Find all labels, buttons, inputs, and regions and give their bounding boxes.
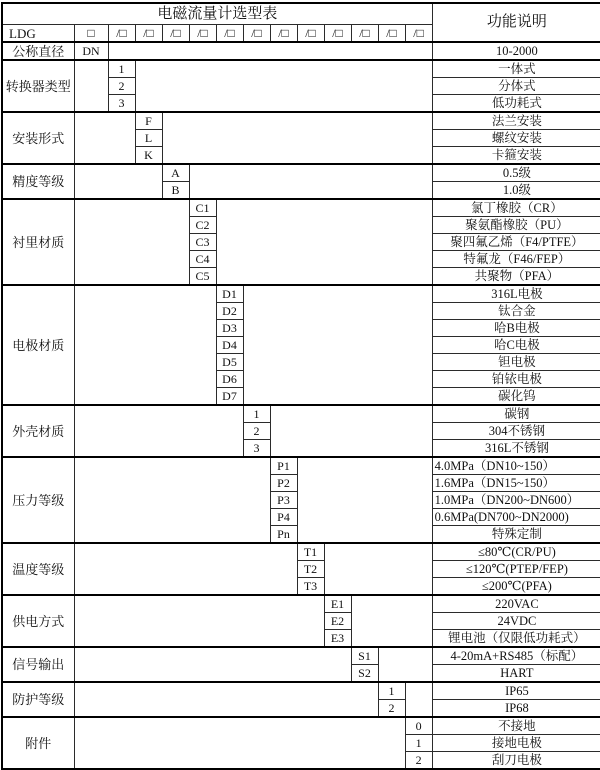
option-desc: 钛合金 [432, 303, 600, 320]
option-code: C2 [189, 217, 216, 234]
option-desc: 1.0级 [432, 182, 600, 200]
model-code-box: □ [74, 25, 108, 43]
model-code-slot: /□ [351, 25, 378, 43]
option-desc: IP65 [432, 682, 600, 700]
option-code: D5 [216, 354, 243, 371]
table-row [2, 199, 600, 217]
table-row [2, 405, 600, 423]
option-code: E3 [324, 630, 351, 648]
table-row [2, 112, 600, 130]
group-label-housing-material: 外壳材质 [2, 405, 74, 457]
option-desc: 一体式 [432, 60, 600, 78]
option-desc: IP68 [432, 700, 600, 718]
option-desc: 特氟龙（F46/FEP） [432, 251, 600, 268]
option-code: P3 [270, 492, 297, 509]
model-code-slot: /□ [108, 25, 135, 43]
empty-cell [108, 42, 432, 60]
table-row [2, 647, 600, 665]
table-row [2, 595, 600, 613]
empty-cell [74, 405, 243, 457]
option-desc: 低功耗式 [432, 95, 600, 113]
table-row [2, 285, 600, 303]
empty-cell [216, 199, 432, 285]
empty-cell [74, 285, 216, 405]
option-desc: 不接地 [432, 717, 600, 735]
option-desc: 螺纹安装 [432, 130, 600, 147]
option-desc: HART [432, 665, 600, 683]
option-desc: 1.0MPa（DN200~DN600） [432, 492, 600, 509]
option-desc: 分体式 [432, 78, 600, 95]
option-code: E1 [324, 595, 351, 613]
option-code: 3 [108, 95, 135, 113]
table-row [2, 3, 600, 25]
option-code: P2 [270, 475, 297, 492]
option-code: T1 [297, 543, 324, 561]
option-code: T2 [297, 561, 324, 578]
function-description-header: 功能说明 [432, 3, 600, 42]
option-desc: 316L电极 [432, 285, 600, 303]
option-code: C1 [189, 199, 216, 217]
option-code: P1 [270, 457, 297, 475]
option-code: T3 [297, 578, 324, 596]
option-code: L [135, 130, 162, 147]
empty-cell [74, 647, 351, 682]
option-desc: 碳化钨 [432, 388, 600, 406]
option-code: C5 [189, 268, 216, 286]
option-desc: 哈C电极 [432, 337, 600, 354]
model-code-slot: /□ [216, 25, 243, 43]
option-desc: 304不锈钢 [432, 423, 600, 440]
model-code-slot: /□ [243, 25, 270, 43]
model-code-slot: /□ [297, 25, 324, 43]
empty-cell [243, 285, 432, 405]
group-label-accessories: 附件 [2, 717, 74, 769]
option-desc: ≤120℃(PTEP/FEP) [432, 561, 600, 578]
option-code: B [162, 182, 189, 200]
table-row [2, 164, 600, 182]
empty-cell [74, 682, 378, 717]
empty-cell [351, 595, 432, 647]
option-code: 1 [243, 405, 270, 423]
empty-cell [74, 457, 270, 543]
empty-cell [74, 112, 135, 164]
option-desc: 刮刀电极 [432, 752, 600, 770]
empty-cell [74, 543, 297, 595]
group-label-installation: 安装形式 [2, 112, 74, 164]
model-code-slot: /□ [405, 25, 432, 43]
empty-cell [297, 457, 432, 543]
option-desc: 聚氨酯橡胶（PU） [432, 217, 600, 234]
empty-cell [378, 647, 432, 682]
empty-cell [405, 682, 432, 717]
option-desc: 聚四氟乙烯（F4/PTFE） [432, 234, 600, 251]
option-code: DN [74, 42, 108, 60]
option-desc: 接地电极 [432, 735, 600, 752]
option-code: F [135, 112, 162, 130]
option-desc: 卡箍安装 [432, 147, 600, 165]
option-desc: 碳钢 [432, 405, 600, 423]
table-row [2, 717, 600, 735]
option-code: 1 [405, 735, 432, 752]
option-desc: 220VAC [432, 595, 600, 613]
model-code-slot: /□ [378, 25, 405, 43]
option-desc: 哈B电极 [432, 320, 600, 337]
option-desc: 316L不锈钢 [432, 440, 600, 458]
empty-cell [135, 60, 432, 112]
option-code: D7 [216, 388, 243, 406]
option-code: S1 [351, 647, 378, 665]
option-code: K [135, 147, 162, 165]
option-code: 1 [378, 682, 405, 700]
group-label-converter-type: 转换器类型 [2, 60, 74, 112]
table-row [2, 457, 600, 475]
group-label-temperature-rating: 温度等级 [2, 543, 74, 595]
model-code-slot: /□ [324, 25, 351, 43]
option-desc: 4-20mA+RS485（标配） [432, 647, 600, 665]
option-desc: 10-2000 [432, 42, 600, 60]
option-code: A [162, 164, 189, 182]
option-desc: 铂铱电极 [432, 371, 600, 388]
option-code: E2 [324, 613, 351, 630]
table-row [2, 60, 600, 78]
model-prefix-label: LDG [2, 25, 74, 43]
empty-cell [74, 164, 162, 199]
option-desc: 共聚物（PFA） [432, 268, 600, 286]
empty-cell [74, 595, 324, 647]
option-code: D4 [216, 337, 243, 354]
group-label-power-supply: 供电方式 [2, 595, 74, 647]
empty-cell [324, 543, 432, 595]
option-code: 1 [108, 60, 135, 78]
option-desc: 0.5级 [432, 164, 600, 182]
selection-table [1, 2, 600, 770]
option-desc: 24VDC [432, 613, 600, 630]
option-code: S2 [351, 665, 378, 683]
group-label-nominal-diameter: 公称直径 [2, 42, 74, 60]
empty-cell [189, 164, 432, 199]
option-desc: 锂电池（仅限低功耗式） [432, 630, 600, 648]
option-code: C4 [189, 251, 216, 268]
option-desc: ≤80℃(CR/PU) [432, 543, 600, 561]
model-code-slot: /□ [189, 25, 216, 43]
option-code: 3 [243, 440, 270, 458]
option-code: 0 [405, 717, 432, 735]
option-code: Pn [270, 526, 297, 544]
table-title: 电磁流量计选型表 [2, 3, 432, 25]
table-row [2, 42, 600, 60]
option-desc: ≤200℃(PFA) [432, 578, 600, 596]
empty-cell [162, 112, 432, 164]
option-desc: 1.6MPa（DN15~150） [432, 475, 600, 492]
group-label-signal-output: 信号输出 [2, 647, 74, 682]
option-code: D2 [216, 303, 243, 320]
group-label-protection-rating: 防护等级 [2, 682, 74, 717]
option-code: D6 [216, 371, 243, 388]
empty-cell [74, 60, 108, 112]
group-label-liner-material: 衬里材质 [2, 199, 74, 285]
option-desc: 钽电极 [432, 354, 600, 371]
table-row [2, 543, 600, 561]
table-row [2, 682, 600, 700]
empty-cell [74, 199, 189, 285]
option-code: D3 [216, 320, 243, 337]
option-desc: 法兰安装 [432, 112, 600, 130]
empty-cell [270, 405, 432, 457]
option-code: 2 [378, 700, 405, 718]
option-code: P4 [270, 509, 297, 526]
empty-cell [74, 717, 405, 769]
option-desc: 特殊定制 [432, 526, 600, 544]
option-code: 2 [243, 423, 270, 440]
model-code-slot: /□ [270, 25, 297, 43]
option-desc: 0.6MPa(DN700~DN2000) [432, 509, 600, 526]
model-code-slot: /□ [135, 25, 162, 43]
option-code: D1 [216, 285, 243, 303]
option-desc: 氯丁橡胶（CR） [432, 199, 600, 217]
option-code: 2 [405, 752, 432, 770]
option-desc: 4.0MPa（DN10~150） [432, 457, 600, 475]
group-label-electrode-material: 电极材质 [2, 285, 74, 405]
model-code-slot: /□ [162, 25, 189, 43]
group-label-accuracy: 精度等级 [2, 164, 74, 199]
option-code: C3 [189, 234, 216, 251]
option-code: 2 [108, 78, 135, 95]
group-label-pressure-rating: 压力等级 [2, 457, 74, 543]
